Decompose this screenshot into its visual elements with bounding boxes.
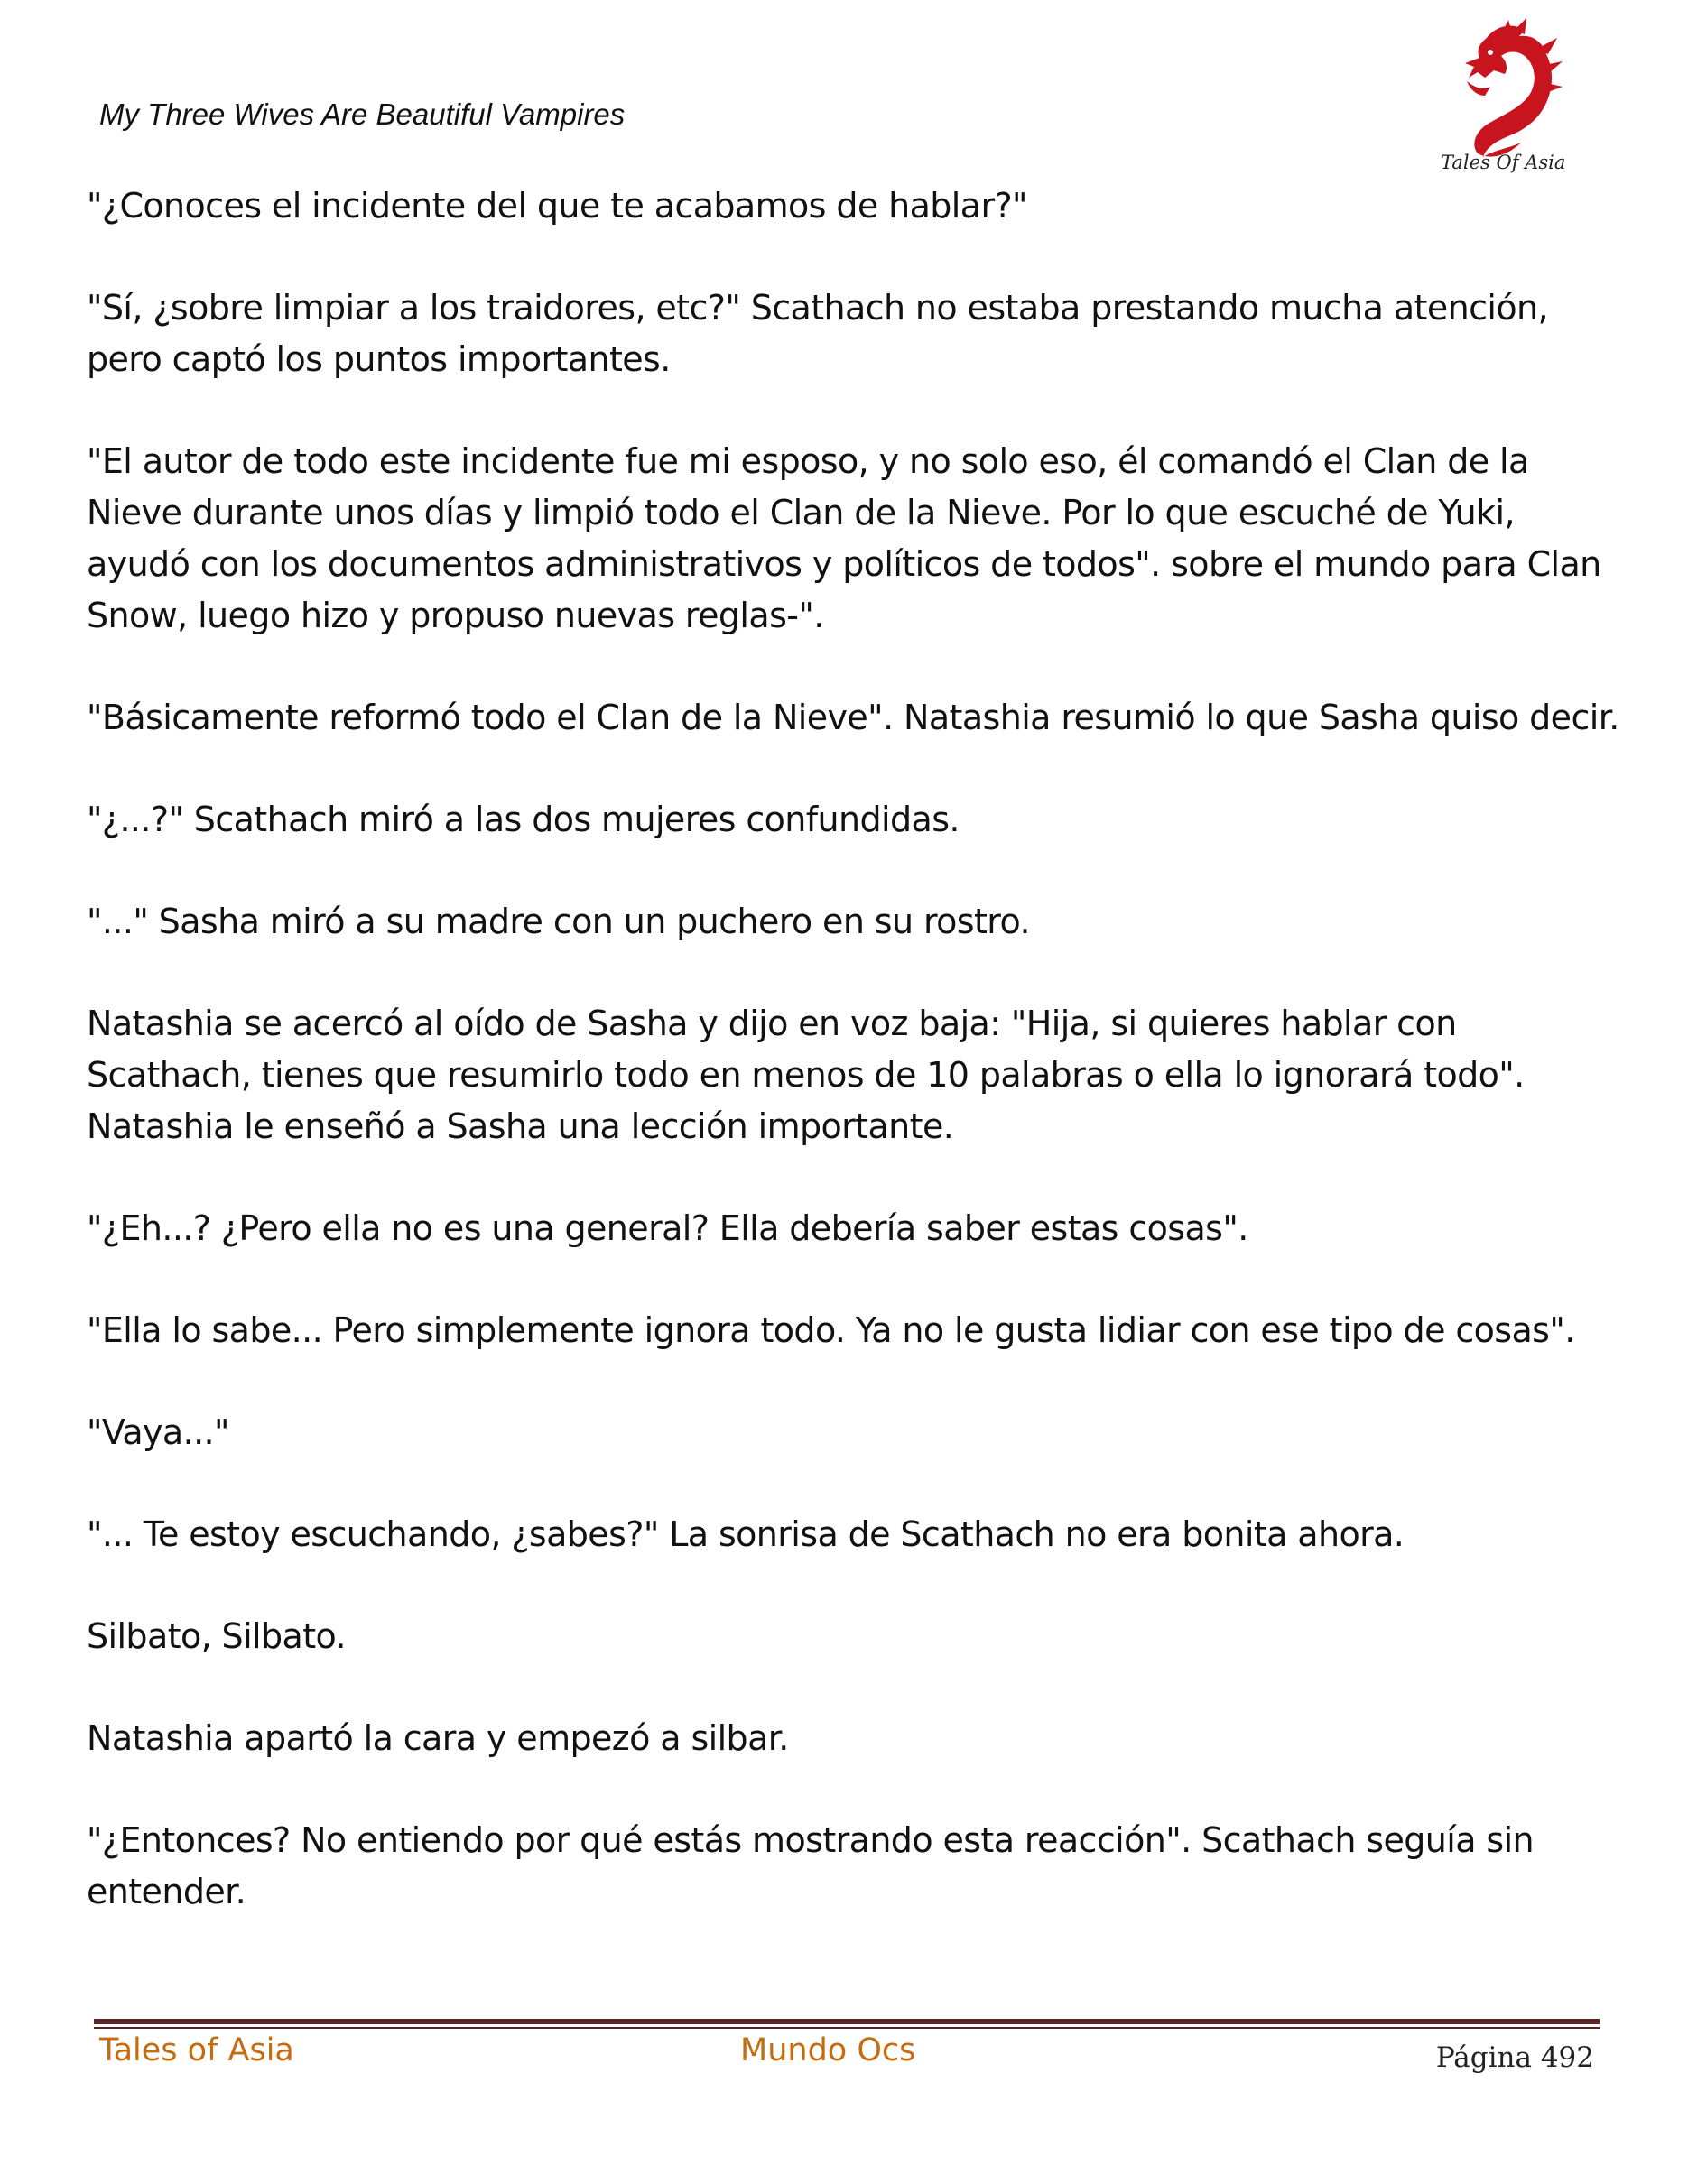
paragraph: "¿Eh...? ¿Pero ella no es una general? Ella debería saber estas cosas". [87, 1208, 1248, 1248]
book-title: My Three Wives Are Beautiful Vampires [99, 97, 626, 131]
page-number: Página 492 [1435, 2041, 1594, 2074]
paragraph: "..." Sasha miró a su madre con un puchero en su rostro. [87, 902, 1030, 941]
paragraph: "... Te estoy escuchando, ¿sabes?" La sonrisa de Scathach no era bonita ahora. [87, 1514, 1405, 1554]
paragraph: "Sí, ¿sobre limpiar a los traidores, etc?" Scathach no estaba prestando mucha atención, pero captó los puntos importantes. [87, 288, 1548, 379]
footer-divider [94, 2019, 1600, 2024]
paragraph: "Básicamente reformó todo el Clan de la Nieve". Natashia resumió lo que Sasha quiso decir. [87, 698, 1619, 737]
paragraph: Natashia se acercó al oído de Sasha y dijo en voz baja: "Hija, si quieres hablar con Scathach, tienes que resumirlo todo en menos de 10 palabras o ella lo ignorará todo". Natashia le enseñó a Sasha una lección importante. [87, 1004, 1525, 1146]
footer-section-name: Mundo Ocs [740, 2032, 916, 2068]
footer-site-name: Tales of Asia [99, 2032, 294, 2068]
logo-caption: Tales Of Asia [1441, 152, 1566, 173]
paragraph: Silbato, Silbato. [87, 1616, 346, 1656]
paragraph: "El autor de todo este incidente fue mi esposo, y no solo eso, él comandó el Clan de la Nieve durante unos días y limpió todo el Clan de la Nieve. Por lo que escuché de Yuki, ayudó con los documentos administrativos y políticos de todos". sobre el mundo para Clan Snow, luego hizo y propuso nuevas reglas-". [87, 441, 1601, 635]
paragraph: "¿...?" Scathach miró a las dos mujeres confundidas. [87, 800, 960, 839]
paragraph: "Ella lo sabe... Pero simplemente ignora todo. Ya no le gusta lidiar con ese tipo de cosas". [87, 1310, 1575, 1350]
paragraph: "¿Entonces? No entiendo por qué estás mostrando esta reacción". Scathach seguía sin entender. [87, 1820, 1535, 1911]
paragraph: "¿Conoces el incidente del que te acabamos de hablar?" [87, 186, 1027, 226]
footer-divider-thin [94, 2027, 1600, 2029]
paragraph: "Vaya..." [87, 1412, 229, 1452]
paragraph: Natashia apartó la cara y empezó a silbar. [87, 1718, 789, 1758]
page-body [87, 180, 1621, 1968]
